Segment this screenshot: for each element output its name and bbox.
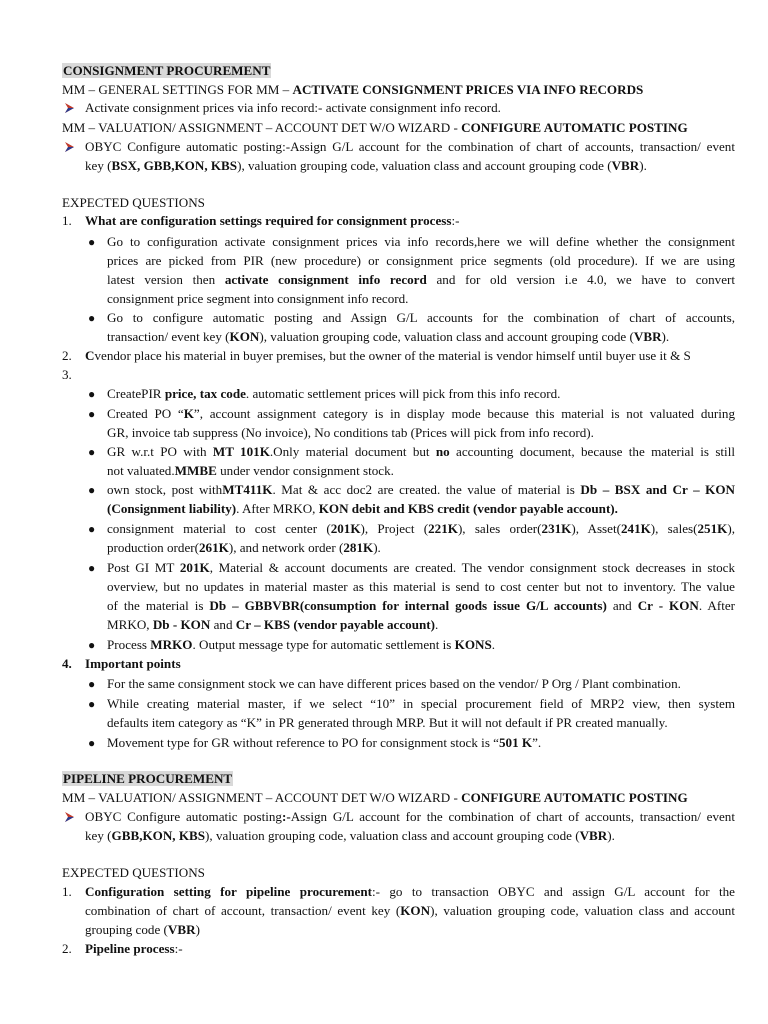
dot-bullet-icon: ● <box>88 311 96 325</box>
dot-bullet-icon: ● <box>88 697 96 711</box>
list-item: Go to configure automatic posting and Assign G/L accounts for the combination of chart of accounts, <box>107 310 735 325</box>
list-item: own stock, post withMT411K. Mat & acc doc2 are created. the value of material is Db – BSX and Cr – KON <box>107 482 735 497</box>
consignment-bullet-2-line-1: OBYC Configure automatic posting:-Assign G/L account for the combination of chart of accounts, transaction/ event <box>85 139 735 154</box>
question-1: Configuration setting for pipeline procurement:- go to transaction OBYC and assign G/L account for the <box>85 884 735 899</box>
question-2: Cvendor place his material in buyer premises, but the owner of the material is vendor himself until buyer use it & S <box>85 348 691 363</box>
pipeline-bullet-line-2: key (GBB,KON, KBS), valuation grouping code, valuation class and account grouping code (VBR). <box>85 828 615 843</box>
arrow-bullet-icon <box>62 140 76 154</box>
dot-bullet-icon: ● <box>88 638 96 652</box>
list-item: not valuated.MMBE under vendor consignment stock. <box>107 463 394 478</box>
list-item: Go to configuration activate consignment prices via info records,here we will define whether the consignment <box>107 234 735 249</box>
question-number: 2. <box>62 941 72 956</box>
list-item: For the same consignment stock we can have different prices based on the vendor/ P Org / Plant combination. <box>107 676 681 691</box>
list-item: GR, invoice tab suppress (No invoice), No conditions tab (Prices will pick from info record). <box>107 425 594 440</box>
dot-bullet-icon: ● <box>88 387 96 401</box>
list-item: overview, but no updates in material master as this material is send to cost center but not to inventory. The value <box>107 579 735 594</box>
list-item: Movement type for GR without reference to PO for consignment stock is “501 K”. <box>107 735 542 750</box>
list-item: Post GI MT 201K, Material & account documents are created. The vendor consignment stock decreases in stock <box>107 560 735 575</box>
consignment-bullet-1: Activate consignment prices via info record:- activate consignment info record. <box>85 100 501 115</box>
question-1: What are configuration settings required for consignment process:- <box>85 213 460 228</box>
important-points-heading: Important points <box>85 656 181 671</box>
question-number: 4. <box>62 656 72 671</box>
list-item: GR w.r.t PO with MT 101K.Only material document but no accounting document, because the material is still <box>107 444 735 459</box>
list-item: consignment material to cost center (201K), Project (221K), sales order(231K), Asset(241K), sales(251K), <box>107 521 735 536</box>
list-item: latest version then activate consignment info record and for old version i.e 4.0, we have to convert <box>107 272 735 287</box>
pipeline-bullet-line-1: OBYC Configure automatic posting:-Assign G/L account for the combination of chart of accounts, transaction/ event <box>85 809 735 824</box>
list-item: of the material is Db – GBBVBR(consumption for internal goods issue G/L accounts) and Cr - KON. After <box>107 598 736 613</box>
dot-bullet-icon: ● <box>88 445 96 459</box>
pipeline-heading <box>62 770 233 788</box>
list-item: defaults item category as “K” in PR generated through MRP. But it will not default if PR created manually. <box>107 715 668 730</box>
list-item: Process MRKO. Output message type for automatic settlement is KONS. <box>107 637 496 652</box>
list-item: prices are picked from PIR (new procedure) or consignment price segments (old procedure). If we are using <box>107 253 735 268</box>
dot-bullet-icon: ● <box>88 677 96 691</box>
question-1-line-3: grouping code (VBR) <box>85 922 200 937</box>
dot-bullet-icon: ● <box>88 522 96 536</box>
question-2: Pipeline process:- <box>85 941 183 956</box>
list-item: MRKO, Db - KON and Cr – KBS (vendor payable account). <box>107 617 439 632</box>
consignment-path-1: MM – GENERAL SETTINGS FOR MM – ACTIVATE CONSIGNMENT PRICES VIA INFO RECORDS <box>62 82 644 97</box>
question-1-line-2: combination of chart of account, transaction/ event key (KON), valuation grouping code, valuation class and account <box>85 903 735 918</box>
dot-bullet-icon: ● <box>88 483 96 497</box>
arrow-bullet-icon <box>62 101 76 115</box>
question-number: 1. <box>62 213 72 228</box>
consignment-heading <box>62 62 271 80</box>
list-item: transaction/ event key (KON), valuation grouping code, valuation class and account grouping code (VBR). <box>107 329 670 344</box>
dot-bullet-icon: ● <box>88 736 96 750</box>
list-item: While creating material master, if we select “10” in special procurement field of MRP2 view, then system <box>107 696 735 711</box>
expected-questions-heading: EXPECTED QUESTIONS <box>62 865 205 880</box>
list-item: consignment price segment into consignment info record. <box>107 291 409 306</box>
section-title: CONSIGNMENT PROCUREMENT <box>63 63 271 78</box>
section-title: PIPELINE PROCUREMENT <box>63 771 233 786</box>
dot-bullet-icon: ● <box>88 561 96 575</box>
consignment-bullet-2-line-2: key (BSX, GBB,KON, KBS), valuation grouping code, valuation class and account grouping code (VBR). <box>85 158 647 173</box>
list-item: (Consignment liability). After MRKO, KON debit and KBS credit (vendor payable account). <box>107 501 618 516</box>
question-number: 3. <box>62 367 72 382</box>
pipeline-path-1: MM – VALUATION/ ASSIGNMENT – ACCOUNT DET W/O WIZARD - CONFIGURE AUTOMATIC POSTING <box>62 790 688 805</box>
arrow-bullet-icon <box>62 810 76 824</box>
list-item: Created PO “K”, account assignment category is in display mode because this material is not valuated during <box>107 406 736 421</box>
list-item: production order(261K), and network order (281K). <box>107 540 381 555</box>
consignment-path-2: MM – VALUATION/ ASSIGNMENT – ACCOUNT DET W/O WIZARD - CONFIGURE AUTOMATIC POSTING <box>62 120 688 135</box>
expected-questions-heading: EXPECTED QUESTIONS <box>62 195 205 210</box>
question-number: 2. <box>62 348 72 363</box>
question-number: 1. <box>62 884 72 899</box>
dot-bullet-icon: ● <box>88 235 96 249</box>
list-item: CreatePIR price, tax code. automatic settlement prices will pick from this info record. <box>107 386 561 401</box>
dot-bullet-icon: ● <box>88 407 96 421</box>
